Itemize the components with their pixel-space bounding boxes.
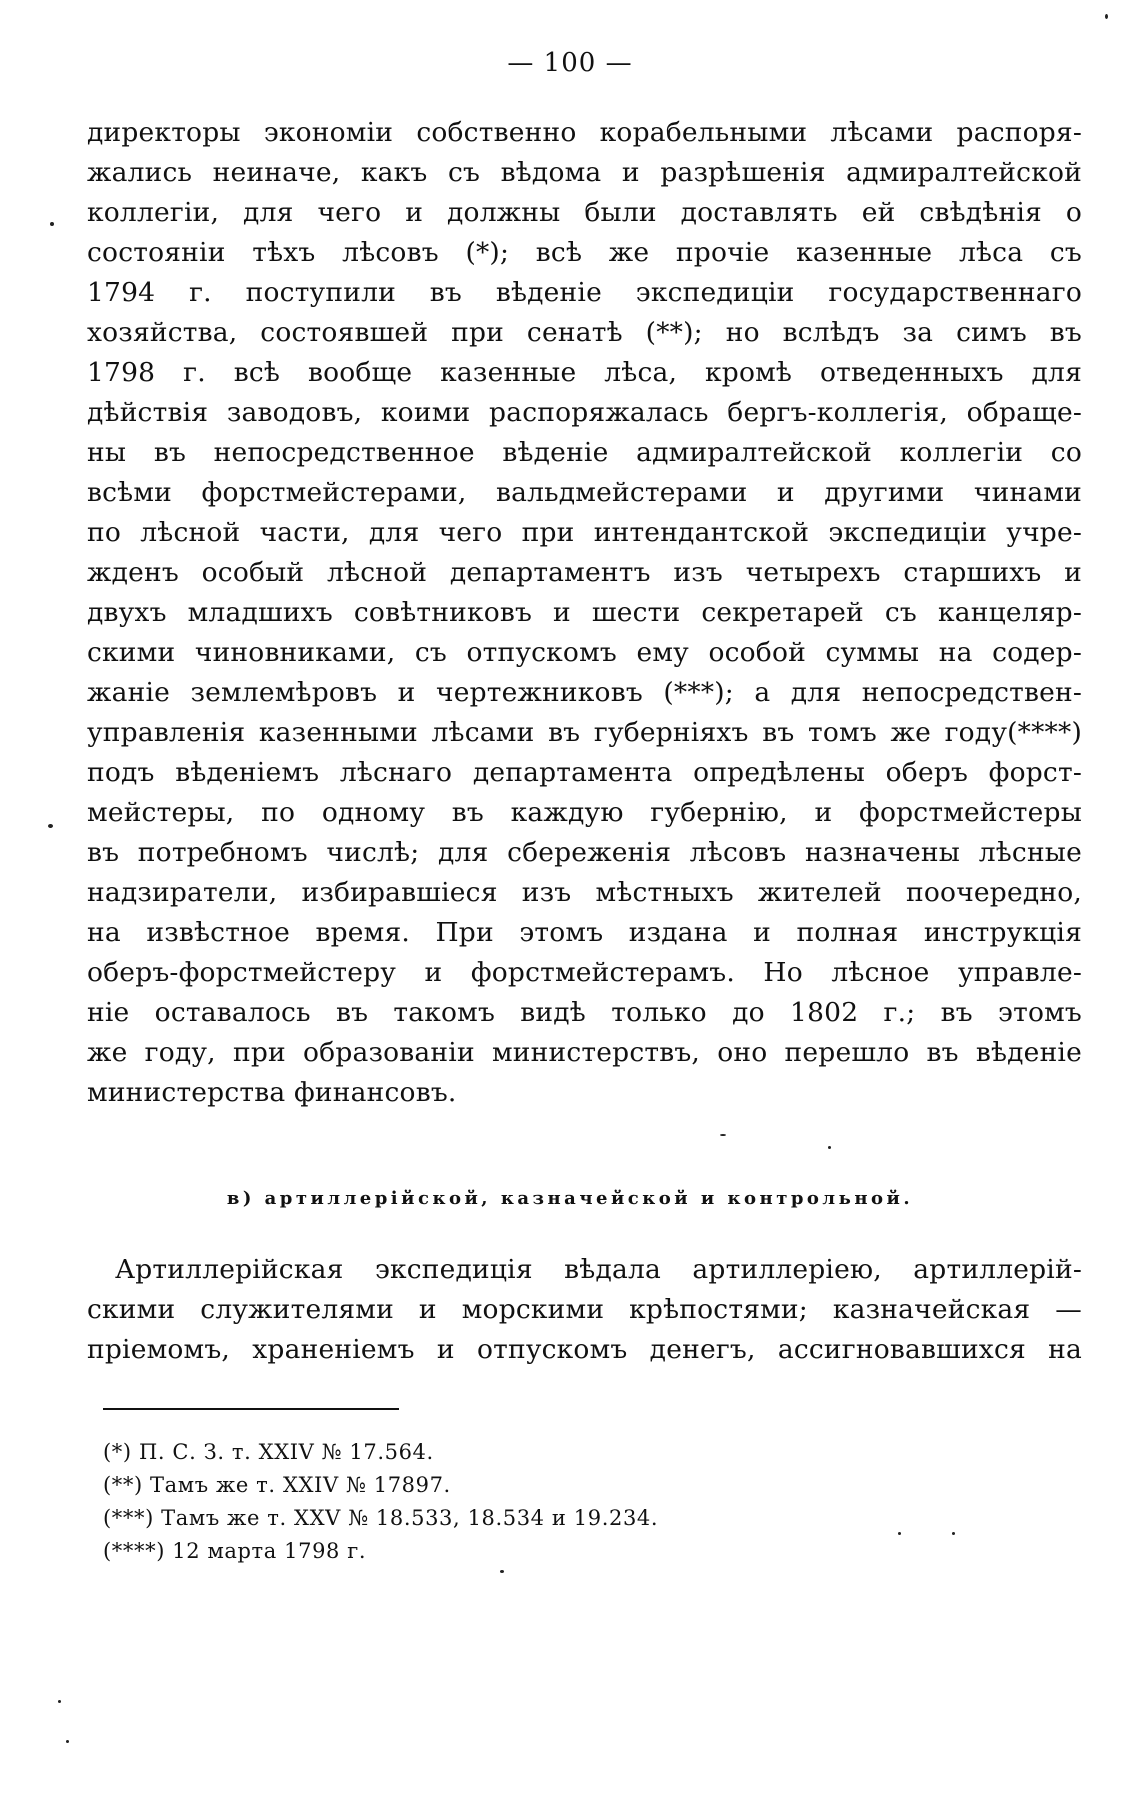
footnote: (*) П. С. З. т. XXIV № 17.564. [103, 1440, 434, 1464]
text-line: состояніи тѣхъ лѣсовъ (*); всѣ же прочіе казенные лѣса съ [87, 237, 1082, 268]
section-subheading: в) артиллерійской, казначейской и контрольной. [226, 1188, 914, 1209]
text-line: скими служителями и морскими крѣпостями; казначейская — [87, 1294, 1082, 1325]
text-line: подъ вѣденіемъ лѣснаго департамента опредѣлены оберъ форст- [87, 757, 1082, 788]
text-line: 1794 г. поступили въ вѣденіе экспедиціи государственнаго [87, 277, 1082, 308]
footnote-divider [103, 1408, 399, 1410]
text-line: скими чиновниками, съ отпускомъ ему особой суммы на содер- [87, 637, 1082, 668]
scan-speck [828, 1146, 831, 1149]
text-line: 1798 г. всѣ вообще казенные лѣса, кромѣ отведенныхъ для [87, 357, 1082, 388]
text-line: управленія казенными лѣсами въ губерніяхъ въ томъ же году(****) [87, 717, 1082, 748]
footnote: (***) Тамъ же т. XXV № 18.533, 18.534 и 19.234. [103, 1506, 659, 1530]
text-line: жаніе землемѣровъ и чертежниковъ (***); а для непосредствен- [87, 677, 1082, 708]
footnotes [103, 1436, 1003, 1568]
scan-speck [952, 1532, 955, 1535]
footnote: (****) 12 марта 1798 г. [103, 1539, 367, 1563]
scan-speck [898, 1532, 901, 1535]
text-line: министерства финансовъ. [87, 1077, 457, 1108]
scan-speck [48, 824, 53, 828]
scan-speck [500, 1570, 504, 1573]
text-line: надзиратели, избиравшіеся изъ мѣстныхъ жителей поочередно, [87, 877, 1082, 908]
paragraph-1 [87, 113, 1082, 1113]
text-line: ны въ непосредственное вѣденіе адмиралтейской коллегіи со [87, 437, 1082, 468]
paragraph-2 [87, 1250, 1082, 1370]
scan-speck [50, 222, 54, 226]
scan-speck [720, 1134, 726, 1136]
text-line: пріемомъ, храненіемъ и отпускомъ денегъ, ассигновавшихся на [87, 1334, 1082, 1365]
text-line: ніе оставалось въ такомъ видѣ только до 1802 г.; въ этомъ [87, 997, 1082, 1028]
text-line: въ потребномъ числѣ; для сбереженія лѣсовъ назначены лѣсные [87, 837, 1082, 868]
text-line: хозяйства, состоявшей при сенатѣ (**); но вслѣдъ за симъ въ [87, 317, 1082, 348]
footnote: (**) Тамъ же т. XXIV № 17897. [103, 1473, 451, 1497]
scan-speck [66, 1740, 69, 1743]
scan-speck [1105, 14, 1108, 19]
text-line: директоры экономіи собственно корабельными лѣсами распоря- [87, 117, 1082, 148]
text-line: же году, при образованіи министерствъ, оно перешло въ вѣденіе [87, 1037, 1082, 1068]
scan-speck [58, 1700, 61, 1703]
text-line: жденъ особый лѣсной департаментъ изъ четырехъ старшихъ и [87, 557, 1082, 588]
text-line: коллегіи, для чего и должны были доставлять ей свѣдѣнія о [87, 197, 1082, 228]
text-line: по лѣсной части, для чего при интендантской экспедиціи учре- [87, 517, 1082, 548]
text-line: двухъ младшихъ совѣтниковъ и шести секретарей съ канцеляр- [87, 597, 1082, 628]
text-line: всѣми форстмейстерами, вальдмейстерами и другими чинами [87, 477, 1082, 508]
text-line: на извѣстное время. При этомъ издана и полная инструкція [87, 917, 1082, 948]
text-line: жались неиначе, какъ съ вѣдома и разрѣшенія адмиралтейской [87, 157, 1082, 188]
text-line: Артиллерійская экспедиція вѣдала артиллеріею, артиллерій- [115, 1254, 1082, 1285]
page-number: — 100 — [507, 48, 633, 78]
text-line: мейстеры, по одному въ каждую губернію, и форстмейстеры [87, 797, 1082, 828]
text-line: оберъ-форстмейстеру и форстмейстерамъ. Но лѣсное управле- [87, 957, 1082, 988]
text-line: дѣйствія заводовъ, коими распоряжалась бергъ-коллегія, обраще- [87, 397, 1082, 428]
